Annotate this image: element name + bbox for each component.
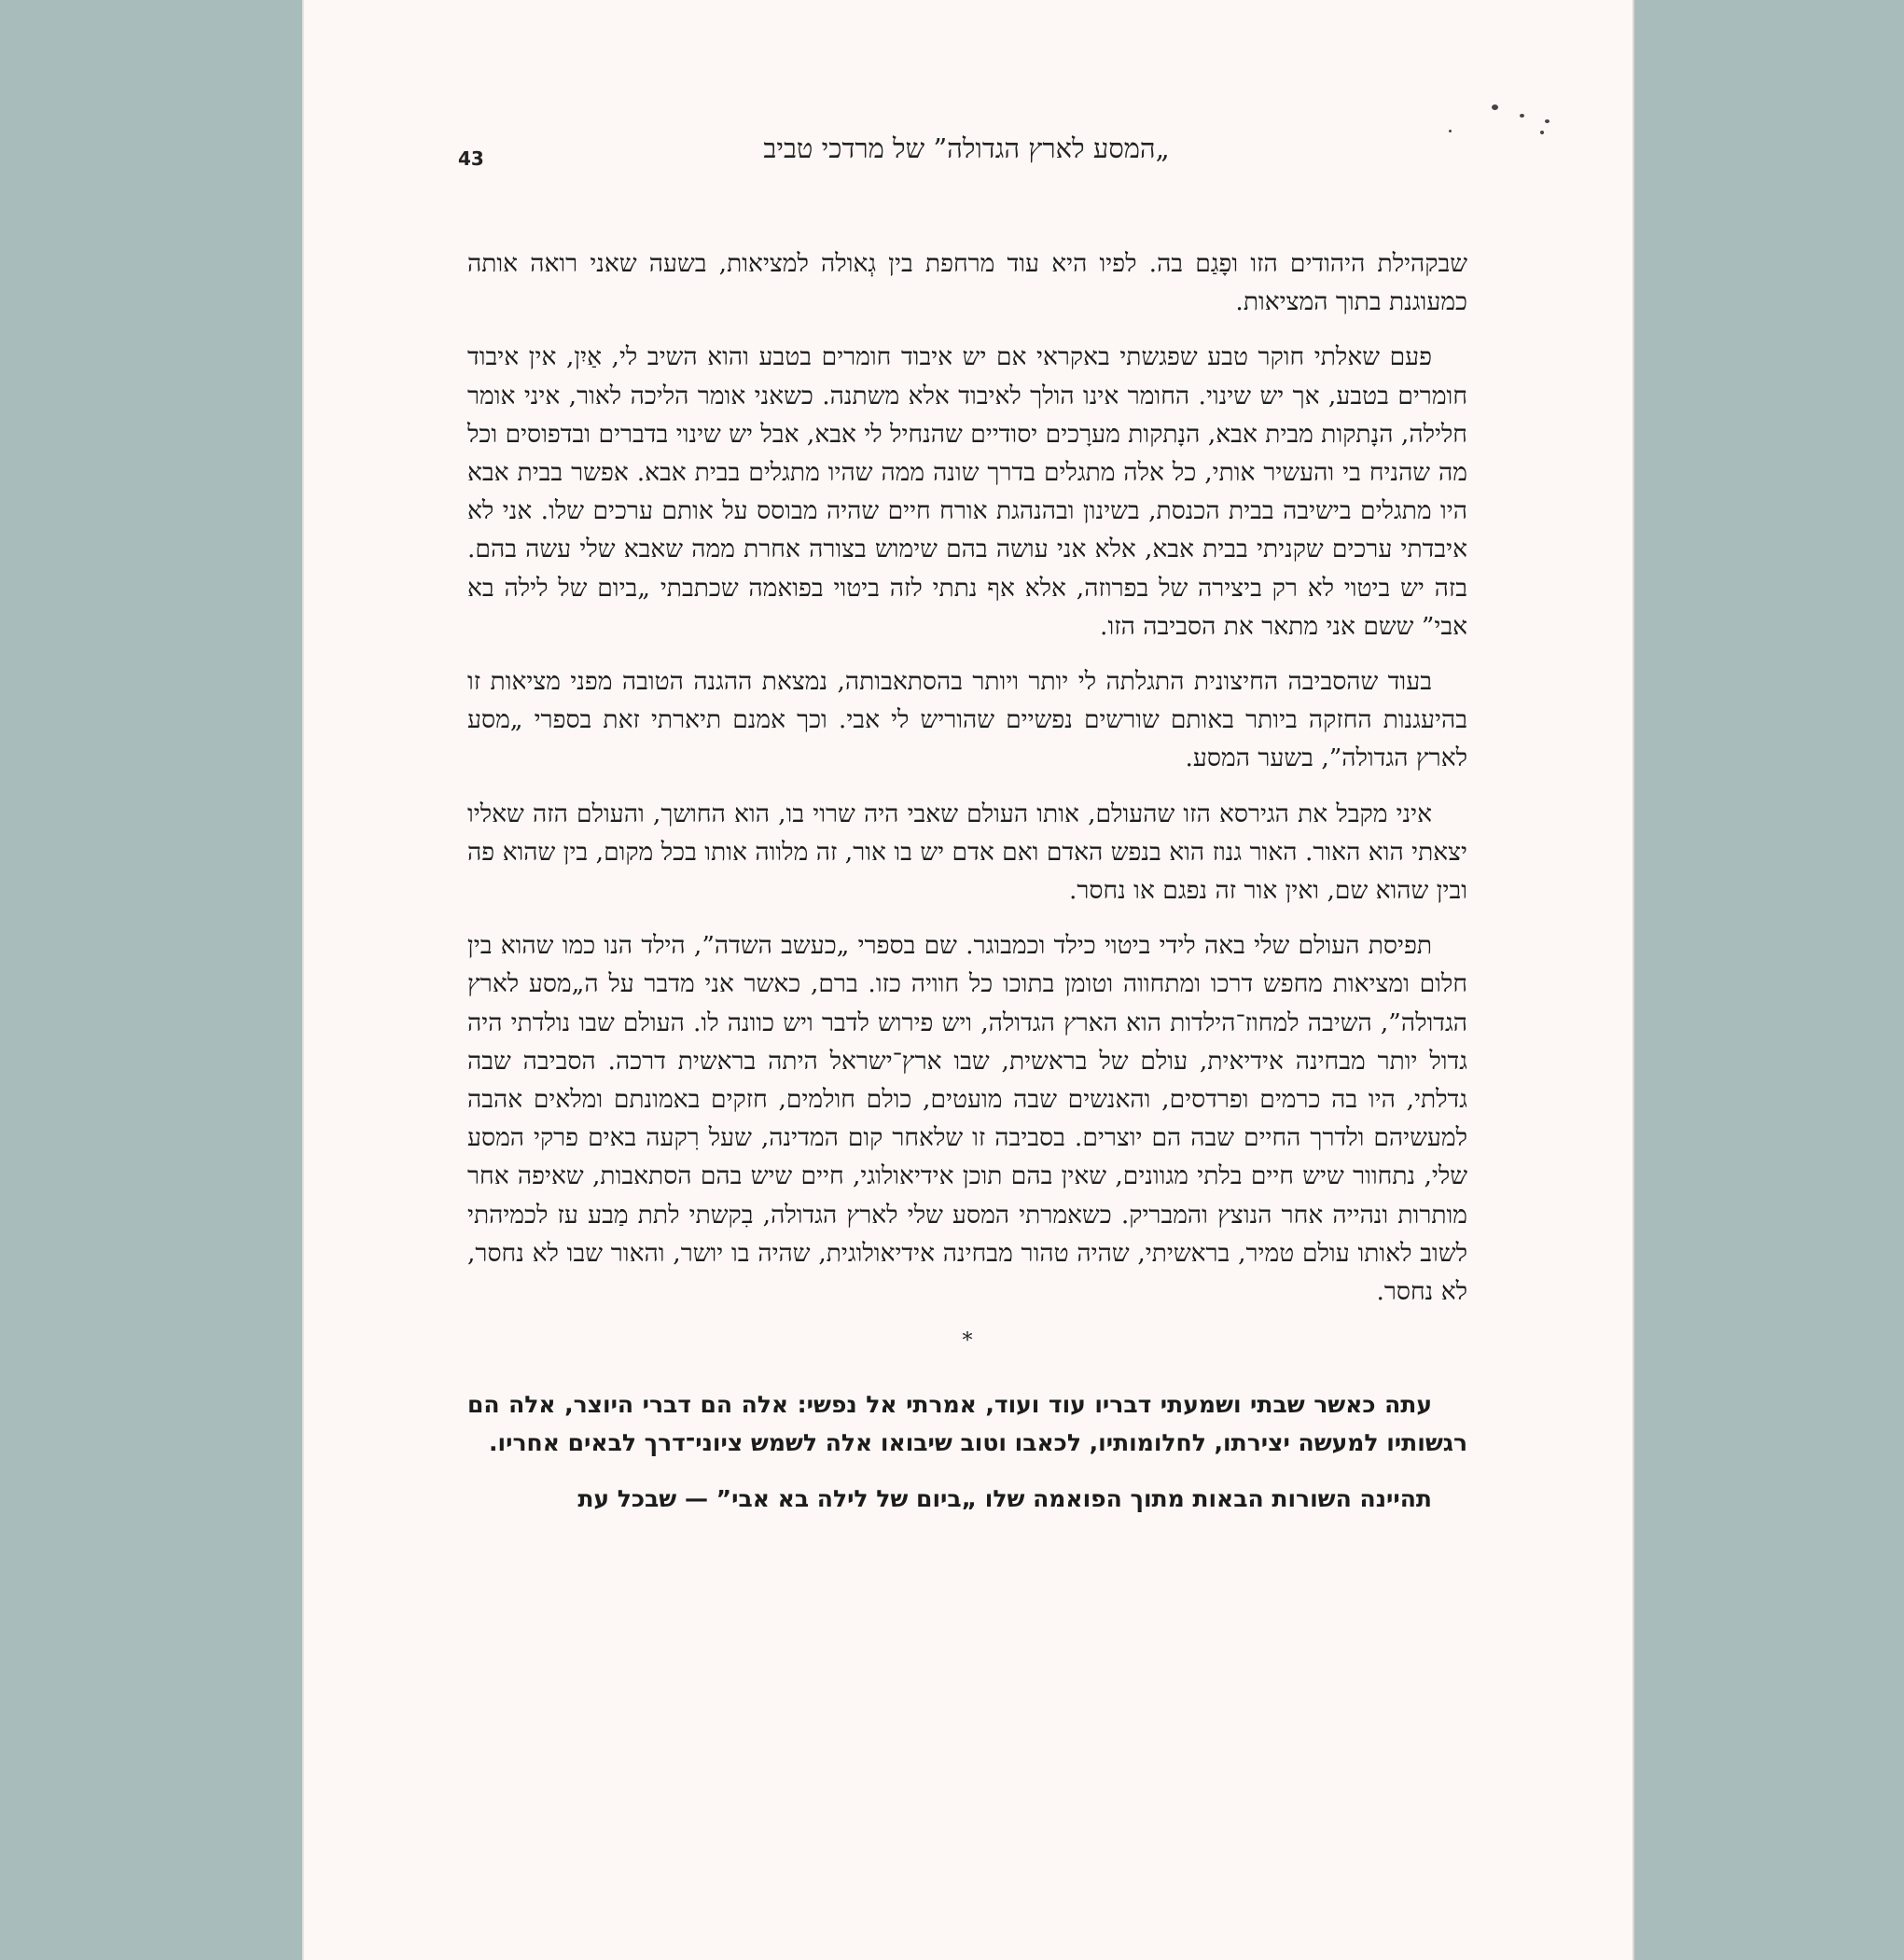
paragraph: איני מקבל את הגירסא הזו שהעולם, אותו העולם שאבי היה שרוי בו, הוא החושך, והעולם הזה שאליו יצאתי הוא האור. האור גנוז הוא בנפש האדם ואם אדם יש בו אור, זה מלווה אותו בכל מקום, בין שהוא פה ובין שהוא שם, ואין אור זה נפגם או נחסר. xyxy=(467,799,1467,906)
page-number: 43 xyxy=(458,147,484,170)
paper-specks xyxy=(1438,103,1550,140)
paragraph: שבקהילת היהודים הזו ופָגַם בה. לפיו היא עוד מרחפת בין גְאולה למציאות, בשעה שאני רואה אותה כמעוגנת בתוך המציאות. xyxy=(467,249,1467,317)
running-title: „המסע לארץ הגדולה” של מרדכי טביב xyxy=(763,132,1170,164)
document-page xyxy=(304,0,1633,1960)
paragraph: תפיסת העולם שלי באה לידי ביטוי כילד וכמבוגר. שם בספרי „כעשב השדה”, הילד הנו כמו שהוא בין חלום ומציאות מחפש דרכו ומתחווה וטומן בתוכו כל חוויה כזו. ברם, כאשר אני מדבר על ה„מסע לארץ הגדולה”, השיבה למחוז־הילדות הוא הארץ הגדולה, ויש פירוש לדבר ויש כוונה לו. העולם שבו נולדתי היה גדול יותר מבחינה אידיאית, עולם של בראשית, שבו ארץ־ישראל היתה בראשית דרכה. הסביבה שבה גדלתי, היו בה כרמים ופרדסים, והאנשים שבה מועטים, כולם חולמים, חזקים באמונתם ומלאים אהבה למעשיהם ולדרך החיים שבה הם יוצרים. בסביבה זו שלאחר קום המדינה, שעל רִקעה באים פרקי המסע שלי, נתחוור שיש חיים בלתי מגוונים, שאין בהם תוכן אידיאולוגי, חיים שיש בהם הסתאבות, שאיפה אחר מותרות ונהייה אחר הנוצץ והמבריק. כשאמרתי המסע שלי לארץ הגדולה, בִקשתי לתת מַבע עז לכמיהתי לשוב לאותו עולם טמיר, בראשיתי, שהיה טהור מבחינה אידיאולוגית, שהיה בו יושר, והאור שבו לא נחסר, לא נחסר. xyxy=(467,931,1467,1307)
closing-paragraph: תהיינה השורות הבאות מתוך הפואמה שלו „ביום של לילה בא אבי” — שבכל עת xyxy=(577,1484,1432,1512)
closing-paragraph: עתה כאשר שבתי ושמעתי דבריו עוד ועוד, אמרתי אל נפשי: אלה הם דברי היוצר, אלה הם רגשותיו למעשה יצירתו, לחלומותיו, לכאבו וטוב שיבואו אלה לשמש ציוני־דרך לבאים אחריו. xyxy=(467,1391,1467,1457)
body-text xyxy=(467,244,1467,1535)
paragraph: פעם שאלתי חוקר טבע שפגשתי באקראי אם יש איבוד חומרים בטבע והוא השיב לי, אַיִן, אין איבוד חומרים בטבע, אך יש שינוי. החומר אינו הולך לאיבוד אלא משתנה. כשאני אומר הליכה לאור, איני אומר חלילה, הנָתקות מבית אבא, הנָתקות מערָכים יסודיים שהנחיל לי אבא, אבל יש שינוי בדברים ובדפוסים וכל מה שהניח בי והעשיר אותי, כל אלה מתגלים בדרך שונה ממה שהיו מתגלים בבית אבא. אפשר בבית אבא היו מתגלים בישיבה בבית הכנסת, בשינון ובהנהגת אורח חיים שהיה מבוסס על אותם ערכים שלו. אני לא איבדתי ערכים שקניתי בבית אבא, אלא אני עושה בהם שימוש בצורה אחרת ממה שאבא שלי עשה בהם. בזה יש ביטוי לא רק ביצירה של בפרוזה, אלא אף נתתי לזה ביטוי בפואמה שכתבתי „ביום של לילה בא אבי” ששם אני מתאר את הסביבה הזו. xyxy=(467,342,1467,641)
paragraph: בעוד שהסביבה החיצונית התגלתה לי יותר ויותר בהסתאבותה, נמצאת ההגנה הטובה מפני מציאות זו בהיעגנות החזקה ביותר באותם שורשים נפשיים שהוריש לי אבי. וכך אמנם תיארתי זאת בספרי „מסע לארץ הגדולה”, בשער המסע. xyxy=(467,667,1467,773)
section-divider: * xyxy=(962,1329,973,1354)
